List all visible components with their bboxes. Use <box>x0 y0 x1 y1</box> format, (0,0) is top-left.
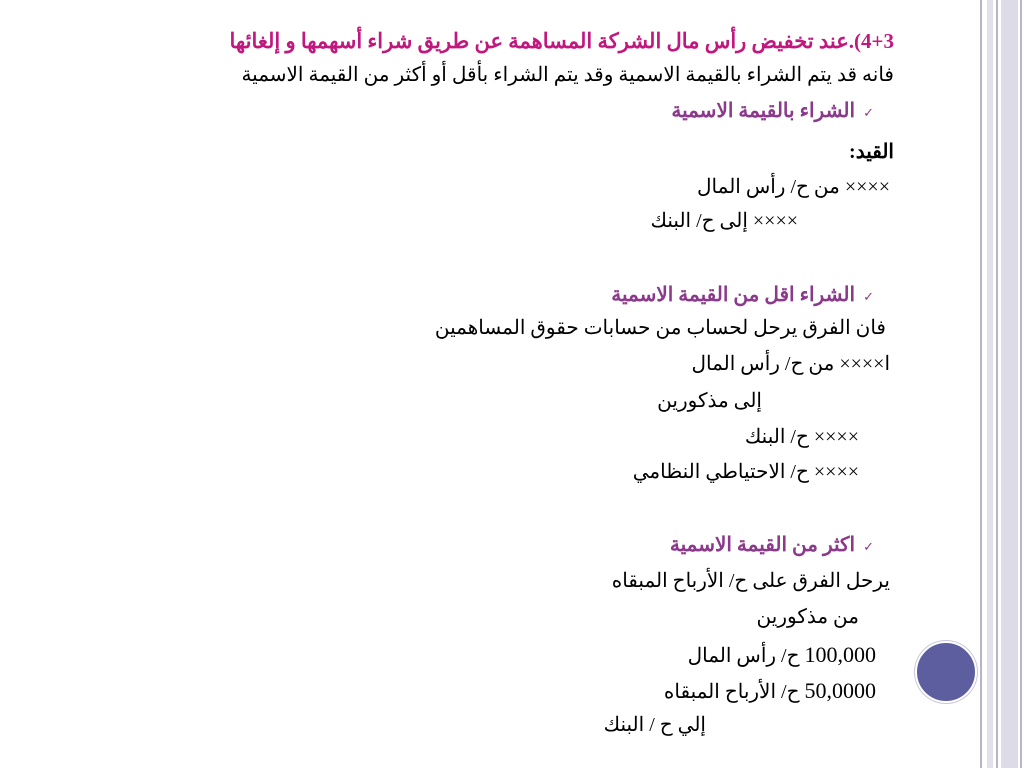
section3-row2 <box>664 677 876 706</box>
section2-note: فان الفرق يرحل لحساب من حسابات حقوق المساهمين <box>434 317 886 339</box>
check-icon: ✓ <box>863 539 874 554</box>
account-retained-earnings: ح/ الأرباح المبقاه <box>663 681 800 703</box>
band-stripe <box>1020 0 1022 768</box>
section3-line-last: إلي ح / البنك <box>603 714 706 736</box>
section3-heading-text: اكثر من القيمة الاسمية <box>669 534 856 556</box>
section2-line1: ا×××× من ح/ رأس المال <box>691 353 890 375</box>
band-stripe <box>996 0 998 768</box>
section2-line2: إلى مذكورين <box>657 390 762 412</box>
account-capital: ح/ رأس المال <box>687 645 800 667</box>
band-stripe <box>987 0 993 768</box>
section1-line1: ×××× من ح/ رأس المال <box>697 176 890 198</box>
section3-note: يرحل الفرق على ح/ الأرباح المبقاه <box>611 570 890 592</box>
entry-label: القيد: <box>849 141 894 163</box>
section1-line2: ×××× إلى ح/ البنك <box>650 210 798 232</box>
section3-heading <box>670 531 874 561</box>
decorative-circle <box>915 641 977 703</box>
section1-heading-text: الشراء بالقيمة الاسمية <box>671 100 856 122</box>
band-stripe <box>1001 0 1018 768</box>
section2-line4: ×××× ح/ الاحتياطي النظامي <box>632 461 859 483</box>
amount-100000: 100,000 <box>804 642 876 667</box>
intro-text: فانه قد يتم الشراء بالقيمة الاسمية وقد يتم الشراء بأقل أو أكثر من القيمة الاسمية <box>241 64 894 86</box>
section2-line3: ×××× ح/ البنك <box>744 426 859 448</box>
section3-row1 <box>688 641 876 670</box>
slide-title: 4+3).عند تخفيض رأس مال الشركة المساهمة عن طريق شراء أسهمها و إلغائها <box>229 29 894 53</box>
check-icon: ✓ <box>863 289 874 304</box>
check-icon: ✓ <box>863 105 874 120</box>
section2-heading <box>611 281 874 311</box>
section1-heading <box>671 97 874 127</box>
amount-500000: 50,0000 <box>804 678 876 703</box>
section2-heading-text: الشراء اقل من القيمة الاسمية <box>611 284 856 306</box>
section3-line1: من مذكورين <box>756 606 859 628</box>
band-stripe <box>980 0 982 768</box>
